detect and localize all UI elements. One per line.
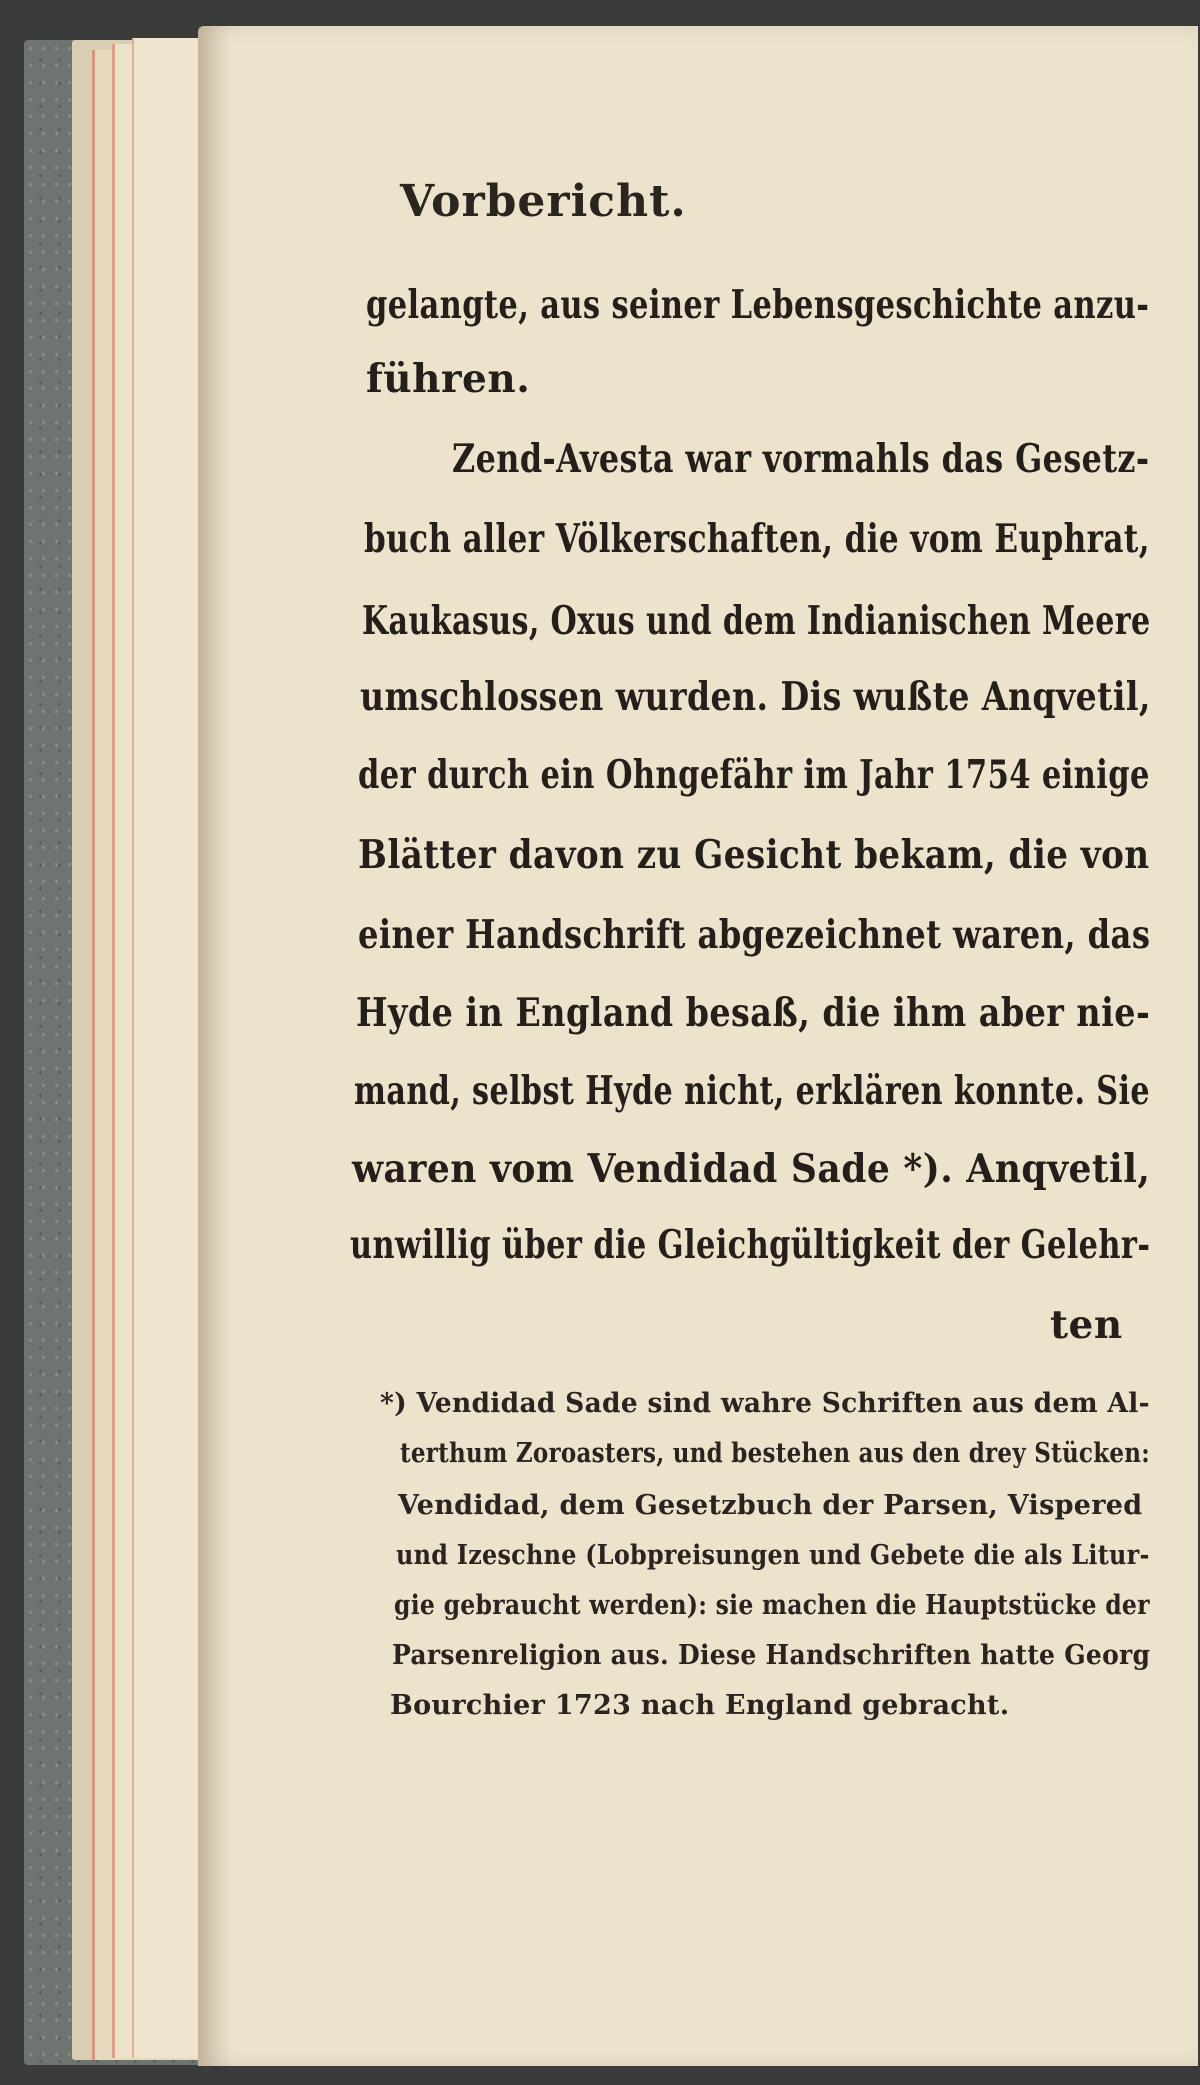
footnote-line: terthum Zoroasters, und bestehen aus den drey Stücken: xyxy=(400,1438,1151,1469)
body-line: Hyde in England besaß, die ihm aber nie- xyxy=(356,990,1151,1036)
body-line: waren vom Vendidad Sade *). Anqvetil, xyxy=(352,1146,1151,1192)
footnote-line: Parsenreligion aus. Diese Handschriften hatte Georg xyxy=(392,1640,1151,1671)
footnote-line: gie gebraucht werden): sie machen die Hauptstücke der xyxy=(394,1590,1150,1621)
body-line: Kaukasus, Oxus und dem Indianischen Meere xyxy=(362,598,1151,644)
footnote-line: *) Vendidad Sade sind wahre Schriften aus dem Al- xyxy=(380,1388,1150,1419)
footnote-line: Bourchier 1723 nach England gebracht. xyxy=(390,1690,1010,1721)
footnote-line: Vendidad, dem Gesetzbuch der Parsen, Vispered xyxy=(398,1490,1143,1521)
body-line: führen. xyxy=(366,356,531,402)
body-line: buch aller Völkerschaften, die vom Euphrat, xyxy=(364,516,1150,562)
body-line: mand, selbst Hyde nicht, erklären konnte. Sie xyxy=(354,1068,1151,1114)
gutter-shadow xyxy=(198,26,234,2066)
body-line: umschlossen wurden. Dis wußte Anqvetil, xyxy=(360,674,1151,720)
body-line: der durch ein Ohngefähr im Jahr 1754 einige xyxy=(358,752,1150,798)
body-line: unwillig über die Gleichgültigkeit der Gelehr- xyxy=(350,1222,1151,1268)
catchword: ten xyxy=(1050,1302,1123,1348)
body-line: einer Handschrift abgezeichnet waren, das xyxy=(358,912,1151,958)
footnote-line: und Izeschne (Lobpreisungen und Gebete die als Litur- xyxy=(396,1540,1150,1571)
body-line: gelangte, aus seiner Lebensgeschichte anzu- xyxy=(366,282,1150,328)
body-line: Zend-Avesta war vormahls das Gesetz- xyxy=(452,436,1150,482)
book-page xyxy=(198,26,1198,2066)
body-line: Blätter davon zu Gesicht bekam, die von xyxy=(358,832,1150,878)
running-header: Vorbericht. xyxy=(400,176,687,227)
